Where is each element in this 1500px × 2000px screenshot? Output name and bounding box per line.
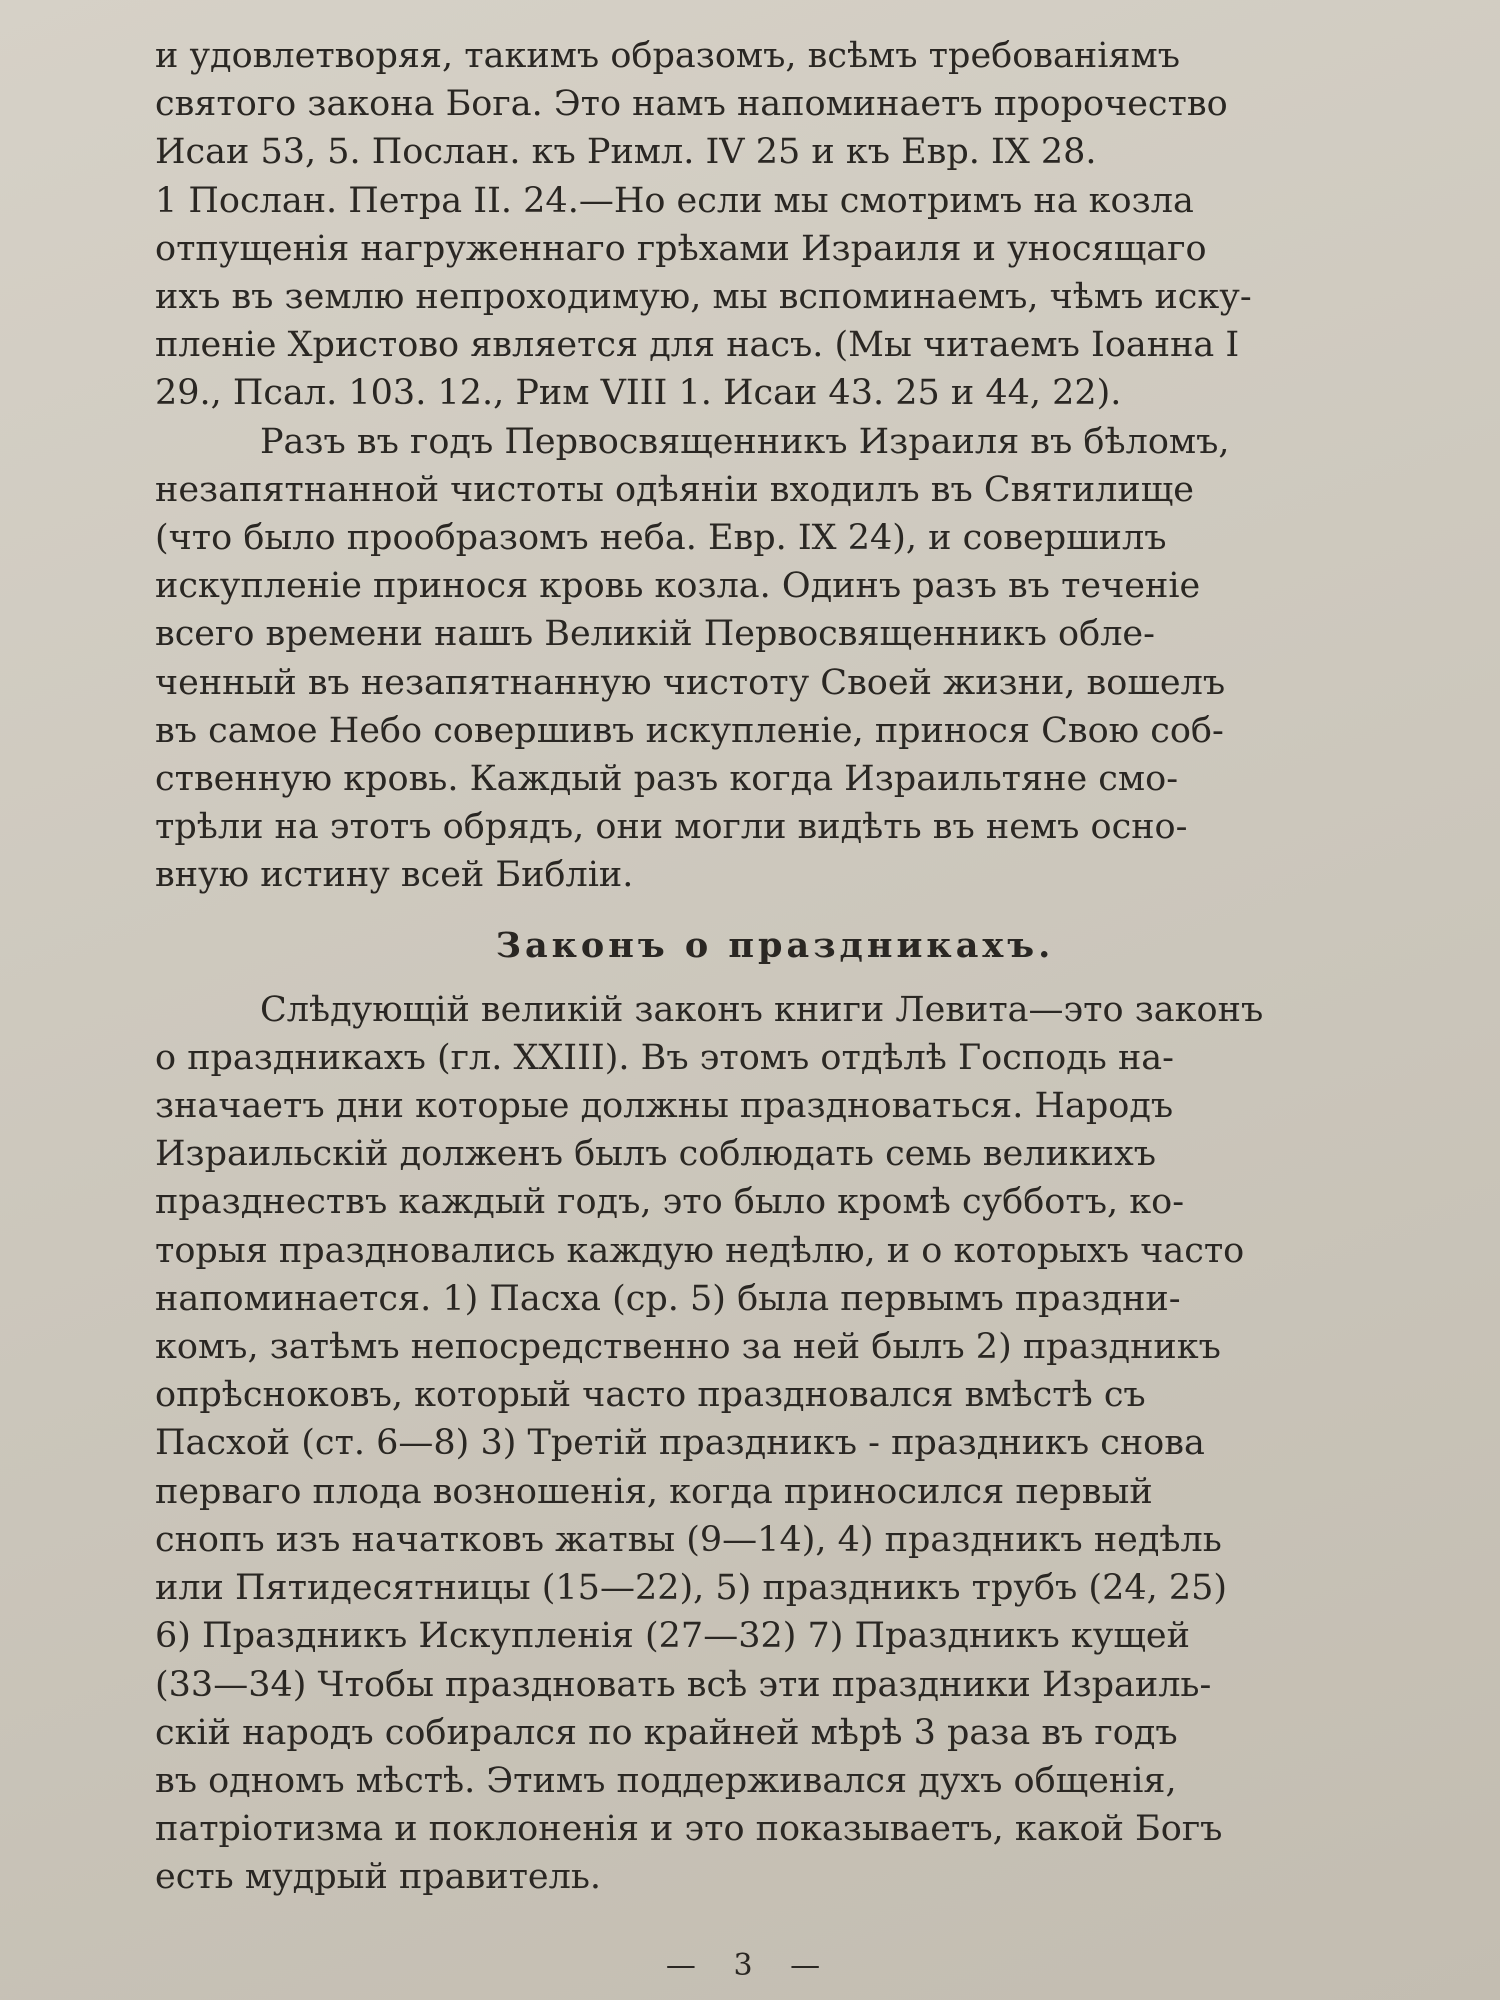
text-line: незапятнанной чистоты одѣяніи входилъ въ Святилище [155, 469, 1194, 510]
document-page [155, 32, 1395, 1902]
text-line: есть мудрый правитель. [155, 1857, 602, 1898]
text-line: Разъ въ годъ Первосвященникъ Израиля въ бѣломъ, [260, 421, 1230, 462]
page-number: — 3 — [665, 1948, 835, 1983]
text-line: перваго плода возношенія, когда приносился первый [155, 1471, 1153, 1512]
text-line: и удовлетворяя, такимъ образомъ, всѣмъ требованіямъ [155, 36, 1180, 76]
section-heading: Законъ о праздникахъ. [495, 924, 1055, 966]
text-line: комъ, затѣмъ непосредственно за ней былъ 2) праздникъ [155, 1327, 1221, 1368]
text-line: ченный въ незапятнанную чистоту Своей жизни, вошелъ [155, 662, 1226, 703]
text-line: искупленіе принося кровь козла. Одинъ разъ въ теченіе [155, 566, 1201, 607]
text-line: празднествъ каждый годъ, это было кромѣ субботъ, ко- [155, 1182, 1185, 1223]
paragraph-2 [155, 418, 1395, 900]
paragraph-1 [155, 32, 1395, 418]
text-line: напоминается. 1) Пасха (ср. 5) была первымъ праздни- [155, 1278, 1181, 1319]
text-line: скій народъ собирался по крайней мѣрѣ 3 раза въ годъ [155, 1712, 1178, 1753]
text-line: трѣли на этотъ обрядъ, они могли видѣть въ немъ осно- [155, 807, 1188, 848]
text-line: 6) Праздникъ Искупленія (27—32) 7) Праздникъ кущей [155, 1616, 1190, 1657]
text-line: 29., Псал. 103. 12., Рим VIII 1. Исаи 43. 25 и 44, 22). [155, 373, 1122, 414]
text-line: или Пятидесятницы (15—22), 5) праздникъ трубъ (24, 25) [155, 1568, 1228, 1609]
text-line: пленіе Христово является для насъ. (Мы читаемъ Іоанна I [155, 325, 1240, 366]
paragraph-3 [155, 986, 1395, 1902]
text-line: о праздникахъ (гл. XXIII). Въ этомъ отдѣлѣ Господь на- [155, 1037, 1174, 1078]
text-line: въ одномъ мѣстѣ. Этимъ поддерживался духъ общенія, [155, 1760, 1177, 1801]
text-line: святого закона Бога. Это намъ напоминаетъ пророчество [155, 84, 1228, 125]
text-line: ственную кровь. Каждый разъ когда Израильтяне смо- [155, 759, 1179, 800]
text-line: значаетъ дни которые должны праздноваться. Народъ [155, 1086, 1174, 1127]
text-line: въ самое Небо совершивъ искупленіе, принося Свою соб- [155, 710, 1224, 751]
text-line: 1 Послан. Петра II. 24.—Но если мы смотримъ на козла [155, 180, 1194, 221]
text-line: опрѣсноковъ, который часто праздновался вмѣстѣ съ [155, 1375, 1146, 1416]
text-line: патріотизма и поклоненія и это показываетъ, какой Богъ [155, 1809, 1223, 1850]
text-line: торыя праздновались каждую недѣлю, и о которыхъ часто [155, 1230, 1245, 1271]
text-line: Пасхой (ст. 6—8) 3) Третій праздникъ - праздникъ снова [155, 1423, 1205, 1464]
text-line: отпущенія нагруженнаго грѣхами Израиля и уносящаго [155, 228, 1207, 269]
text-line: (что было прообразомъ неба. Евр. IX 24), и совершилъ [155, 518, 1167, 559]
text-line: Исаи 53, 5. Послан. къ Римл. IV 25 и къ Евр. IX 28. [155, 132, 1097, 173]
text-line: снопъ изъ начатковъ жатвы (9—14), 4) праздникъ недѣль [155, 1519, 1222, 1560]
text-line: Слѣдующій великій законъ книги Левита—это законъ [260, 989, 1264, 1030]
text-line: ихъ въ землю непроходимую, мы вспоминаемъ, чѣмъ иску- [155, 277, 1252, 318]
text-line: вную истину всей Библіи. [155, 855, 634, 896]
text-line: (33—34) Чтобы праздновать всѣ эти праздники Израиль- [155, 1664, 1212, 1705]
text-line: Израильскій долженъ былъ соблюдать семь великихъ [155, 1134, 1156, 1175]
text-line: всего времени нашъ Великій Первосвященникъ обле- [155, 614, 1155, 655]
